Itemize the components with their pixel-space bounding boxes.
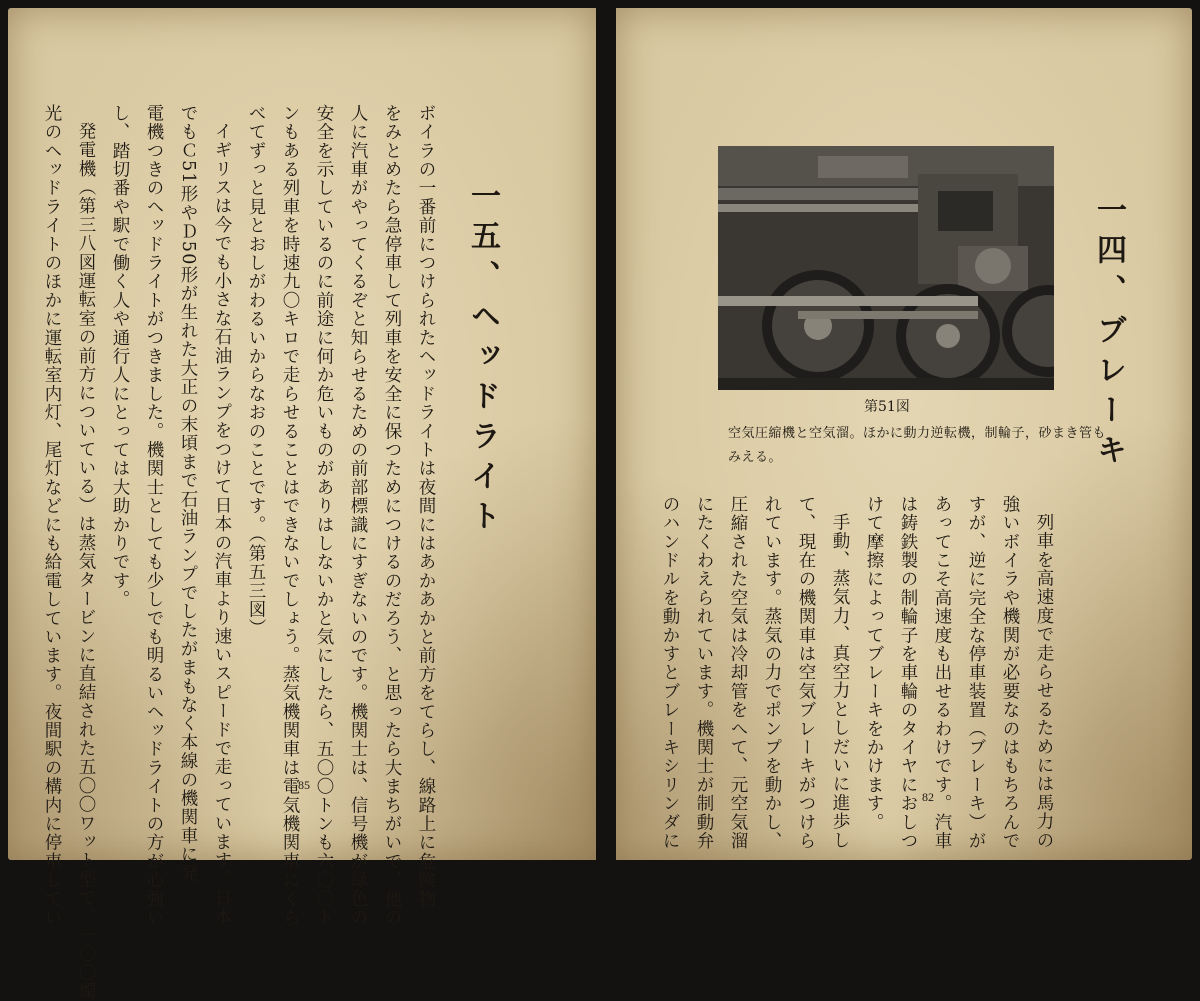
text-column: れています。蒸気の力でポンプを動かし、 [762, 495, 782, 851]
right-page [616, 8, 1192, 860]
text-column: 発電機（第三八図運転室の前方についている）は蒸気タービンに直結された五〇〇ワット型で、一〇〇燭 [76, 122, 96, 1001]
text-column: のハンドルを動かすとブレーキシリンダに [660, 495, 680, 851]
locomotive-photo [718, 146, 1054, 390]
text-column: すが、逆に完全な停車装置（ブレーキ）が [966, 495, 986, 851]
text-column: でもＣ51形やＤ50形が生れた大正の末頃まで石油ランプでしたがまもなく本線の機関車に発 [178, 104, 198, 883]
figure-caption-line: みえる。 [728, 450, 783, 465]
text-column: 人に汽車がやってくるぞと知らせるための前部標識にすぎないのです。機関士は、信号機が緑色の [348, 104, 368, 927]
figure-label: 第51図 [864, 399, 910, 415]
figure-caption-line: 空気圧縮機と空気溜。ほかに動力逆転機，制輪子，砂まき管も [728, 426, 1107, 441]
text-column: 圧縮された空気は冷却管をへて、元空気溜 [728, 495, 748, 851]
left-page [8, 8, 596, 1001]
page-number: 82 [922, 790, 934, 804]
text-column: 列車を高速度で走らせるためには馬力の [1034, 513, 1054, 850]
section-heading: 一五、ヘッドライト [465, 180, 500, 540]
text-column: あってこそ高速度も出せるわけです。汽車 [932, 495, 952, 851]
text-column: 強いボイラや機関が必要なのはもちろんで [1000, 495, 1020, 851]
text-column: 手動、蒸気力、真空力としだいに進歩し [830, 513, 850, 850]
text-column: をみとめたら急停車して列車を安全に保つためにつけるのだろう、と思ったら大まちがいで、他の [382, 104, 402, 927]
page-number: 85 [298, 778, 310, 792]
text-column: べてずっと見とおしがわるいからなおのことです。（第五三図） [246, 104, 266, 638]
text-column: にたくわえられています。機関士が制動弁 [694, 495, 714, 851]
text-column: し、踏切番や駅で働く人や通行人にとっては大助かりです。 [110, 104, 130, 609]
text-column: ンもある列車を時速九〇キロで走らせることはできないでしょう。蒸気機関車は電気機関車にくら [280, 104, 300, 927]
text-column: て、現在の機関車は空気ブレーキがつけら [796, 495, 816, 851]
text-column: けて摩擦によってブレーキをかけます。 [864, 495, 884, 832]
text-column: 電機つきのヘッドライトがつきました。機関士としても少しでも明るいヘッドライトの方が心強い [144, 104, 164, 927]
text-column: 安全を示しているのに前途に何か危いものがありはしないかと気にしたら、五〇〇トンも六〇〇ト [314, 104, 334, 927]
text-column: イギリスは今でも小さな石油ランプをつけて日本の汽車より速いスピードで走っています。日本 [212, 122, 232, 927]
section-heading: 一四、ブレーキ [1091, 194, 1126, 474]
text-column: 光のヘッドライトのほかに運転室内灯、尾灯などにも給電しています。夜間駅の構内に停車してい [42, 104, 62, 927]
text-column: は鋳鉄製の制輪子を車輪のタイヤにおしつ [898, 495, 918, 851]
text-column: ボイラの一番前につけられたヘッドライトは夜間にはあかあかと前方をてらし、線路上に危険物 [416, 104, 436, 909]
